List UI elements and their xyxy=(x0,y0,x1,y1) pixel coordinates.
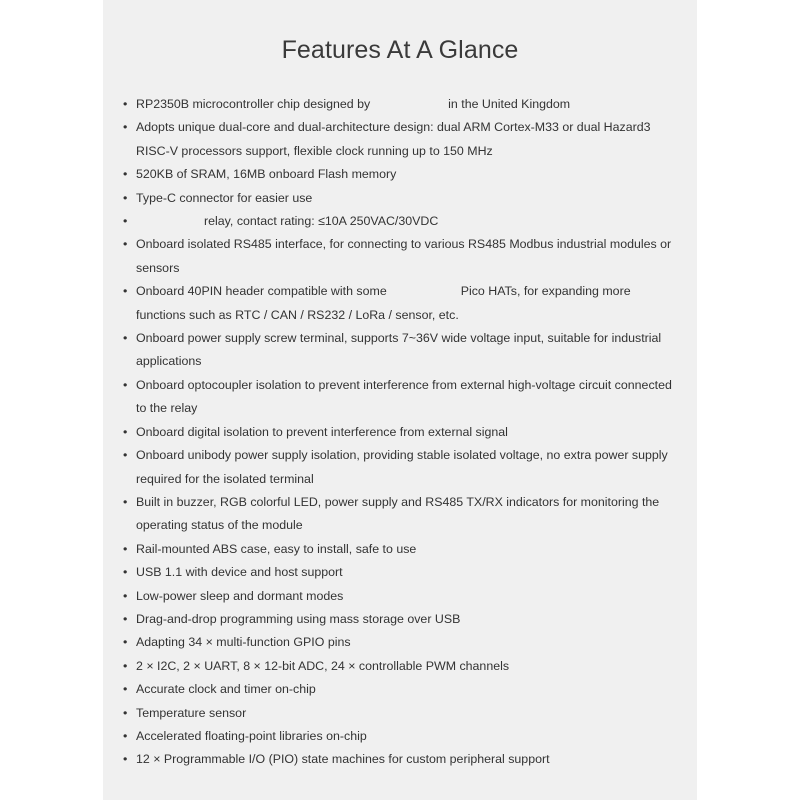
feature-item-connector: • Type-C connector for easier use xyxy=(123,187,683,210)
feature-item-architecture: • Adopts unique dual-core and dual-architecture design: dual ARM Cortex-M33 or dual Hazard3 RISC-V processors support, flexible clock running up to 150 MHz xyxy=(123,116,683,163)
feature-item-floating-point: • Accelerated floating-point libraries on-chip xyxy=(123,725,683,748)
feature-item-relay xyxy=(123,210,683,233)
feature-item-rs485: • Onboard isolated RS485 interface, for connecting to various RS485 Modbus industrial modules or sensors xyxy=(123,233,683,280)
page-title: Features At A Glance xyxy=(281,36,519,64)
feature-item-pio: • 12 × Programmable I/O (PIO) state machines for custom peripheral support xyxy=(123,748,683,771)
feature-item-peripherals: • 2 × I2C, 2 × UART, 8 × 12-bit ADC, 24 × controllable PWM channels xyxy=(123,655,683,678)
feature-item-memory: • 520KB of SRAM, 16MB onboard Flash memory xyxy=(123,163,683,186)
feature-text: relay, contact rating: ≤10A 250VAC/30VDC xyxy=(204,214,439,229)
feature-item-clock: • Accurate clock and timer on-chip xyxy=(123,678,683,701)
feature-item-chip xyxy=(123,93,683,116)
feature-item-drag-drop: • Drag-and-drop programming using mass storage over USB xyxy=(123,608,683,631)
feature-item-gpio: • Adapting 34 × multi-function GPIO pins xyxy=(123,631,683,654)
feature-item-optocoupler: • Onboard optocoupler isolation to prevent interference from external high-voltage circuit connected to the relay xyxy=(123,374,683,421)
feature-item-indicators: • Built in buzzer, RGB colorful LED, power supply and RS485 TX/RX indicators for monitoring the operating status of the module xyxy=(123,491,683,538)
feature-item-case: • Rail-mounted ABS case, easy to install, safe to use xyxy=(123,538,683,561)
feature-item-digital-isolation: • Onboard digital isolation to prevent interference from external signal xyxy=(123,421,683,444)
feature-text: RP2350B microcontroller chip designed by xyxy=(136,97,371,111)
feature-item-power-terminal: • Onboard power supply screw terminal, supports 7~36V wide voltage input, suitable for industrial applications xyxy=(123,327,683,374)
feature-item-low-power: • Low-power sleep and dormant modes xyxy=(123,585,683,608)
features-list xyxy=(123,93,683,772)
feature-item-temperature: • Temperature sensor xyxy=(123,702,683,725)
feature-item-header xyxy=(123,280,683,327)
feature-text: Onboard 40PIN header compatible with some xyxy=(136,284,387,299)
feature-text: Pico HATs, for expanding more functions such as RTC / CAN / RS232 / LoRa / sensor, etc. xyxy=(136,284,631,322)
feature-item-power-isolation: • Onboard unibody power supply isolation, providing stable isolated voltage, no extra power supply required for the isolated terminal xyxy=(123,444,683,491)
features-panel xyxy=(103,0,697,800)
feature-item-usb: • USB 1.1 with device and host support xyxy=(123,561,683,584)
feature-text: in the United Kingdom xyxy=(448,97,571,111)
